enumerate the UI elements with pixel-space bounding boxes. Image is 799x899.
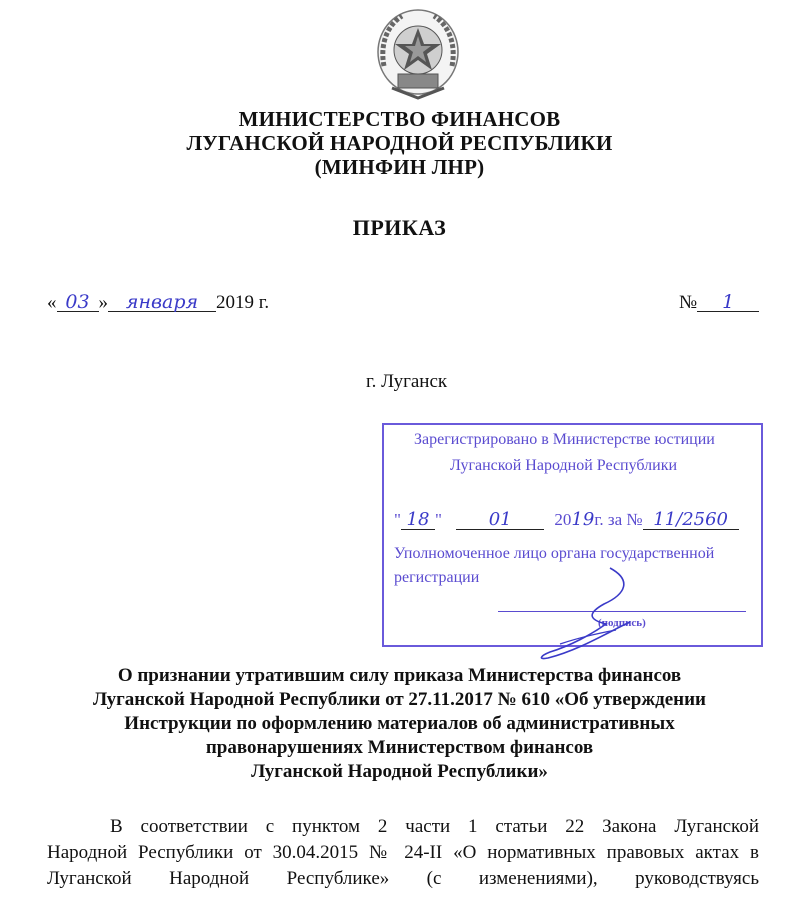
stamp-date-line: " 18 " 01 2019г. за № 11/2560 — [394, 509, 739, 530]
stamp-line5: регистрации — [394, 569, 480, 586]
city: г. Луганск — [366, 371, 448, 392]
number-label: № — [679, 292, 698, 313]
stamp-reg-number: 11/2560 — [643, 511, 739, 530]
stamp-day: 18 — [401, 511, 435, 530]
stamp-year-hand: 19 — [571, 509, 595, 530]
order-title: ПРИКАЗ — [352, 215, 447, 240]
body-line2: Народной Республики от 30.04.2015 № 24-II «О нормативных правовых актах в — [47, 842, 759, 863]
date-day: 03 — [57, 293, 99, 312]
ministry-abbr: (МИНФИН ЛНР) — [314, 155, 485, 179]
state-emblem-icon — [372, 6, 464, 102]
stamp-year-suffix: г. за № — [594, 510, 643, 529]
ministry-name-line1: МИНИСТЕРСТВО ФИНАНСОВ — [238, 107, 561, 131]
stamp-line2: Луганской Народной Республики — [450, 457, 678, 474]
date-month: января — [108, 293, 216, 312]
subject-line4: правонарушениях Министерством финансов — [205, 737, 594, 758]
ministry-name-line2: ЛУГАНСКОЙ НАРОДНОЙ РЕСПУБЛИКИ — [186, 131, 613, 155]
date-open-quote: « — [47, 292, 57, 313]
stamp-year-prefix: 20 — [554, 510, 572, 529]
stamp-line1: Зарегистрировано в Министерстве юстиции — [414, 431, 715, 448]
stamp-signature-label: (подпись) — [598, 617, 646, 629]
order-number — [679, 292, 759, 314]
stamp-line4: Уполномоченное лицо органа государственной — [394, 545, 715, 562]
subject-line2: Луганской Народной Республики от 27.11.2017 № 610 «Об утверждении — [93, 689, 706, 710]
subject-line3: Инструкции по оформлению материалов об административных — [124, 713, 675, 734]
order-date — [47, 292, 269, 314]
stamp-month: 01 — [456, 511, 544, 530]
subject-line1: О признании утратившим силу приказа Министерства финансов — [117, 665, 682, 686]
date-year: 2019 г. — [216, 292, 270, 313]
number-value: 1 — [697, 293, 759, 312]
subject-line5: Луганской Народной Республики» — [251, 761, 548, 782]
signature-icon — [520, 560, 660, 670]
body-line1: В соответствии с пунктом 2 части 1 статьи 22 Закона Луганской — [110, 816, 759, 837]
body-line3: Луганской Народной Республике» (с изменениями), руководствуясь — [47, 868, 759, 889]
date-close-quote: » — [98, 292, 108, 313]
